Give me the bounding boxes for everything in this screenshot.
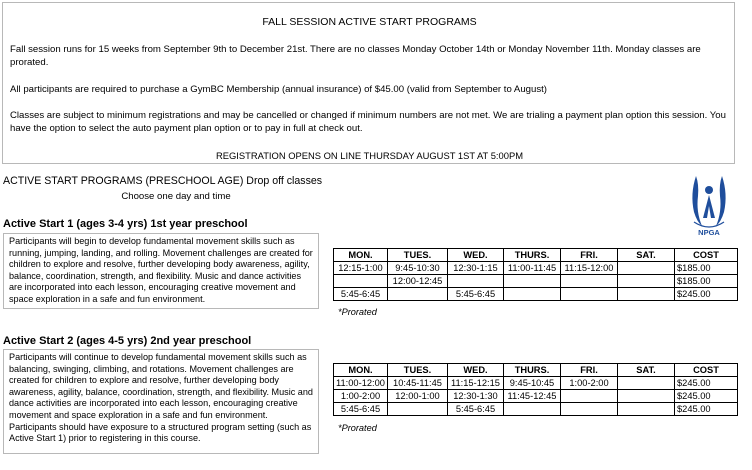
cell: 12:30-1:30 (448, 390, 504, 403)
cell: 5:45-6:45 (334, 403, 388, 416)
cost-cell: $185.00 (675, 262, 738, 275)
col-wed: WED. (448, 364, 504, 377)
col-mon: MON. (334, 249, 388, 262)
program2-schedule-table (333, 363, 738, 416)
cell (334, 275, 388, 288)
page-title: FALL SESSION ACTIVE START PROGRAMS (262, 16, 477, 28)
col-thurs: THURS. (504, 364, 561, 377)
cell (561, 390, 618, 403)
program1-title: Active Start 1 (ages 3-4 yrs) 1st year preschool (3, 218, 248, 230)
cost-cell: $245.00 (675, 377, 738, 390)
program1-description: Participants will begin to develop fundamental movement skills such as running, jumping, landing, and rolling. Movement challenges are created for children to explore and resolve, further developing body awareness, agility, balance, coordination, strength, and flexibility. Music and dance activities are incorporated into each lesson, encouraging creative movement and space exploration in a safe and fun environment. (3, 233, 319, 309)
cell: 5:45-6:45 (448, 403, 504, 416)
cost-cell: $245.00 (675, 390, 738, 403)
cell (618, 275, 675, 288)
cell: 5:45-6:45 (448, 288, 504, 301)
cell: 11:00-12:00 (334, 377, 388, 390)
table-header-row (334, 364, 738, 377)
cell: 9:45-10:45 (504, 377, 561, 390)
program2-description: Participants will continue to develop fundamental movement skills such as balancing, swinging, climbing, and rotations. Movement challenges are created for children to explore and resolve, further developing body awareness, agility, balance, coordination, strength, and flexibility. Music and dance activities are incorporated into each lesson, encouraging creative movement and space exploration in a safe and fun environment. Participants should have exposure to a structured program setting (such as Active Start 1) prior to registering in this course. (3, 349, 319, 454)
section-subheading: Choose one day and time (121, 191, 231, 202)
table-row (334, 275, 738, 288)
cell (504, 288, 561, 301)
col-cost: COST (675, 249, 738, 262)
logo-text: NPGA (698, 228, 720, 237)
cell (504, 403, 561, 416)
table-row (334, 288, 738, 301)
cell: 11:00-11:45 (504, 262, 561, 275)
cell: 9:45-10:30 (388, 262, 448, 275)
col-fri: FRI. (561, 364, 618, 377)
membership-paragraph: All participants are required to purchase a GymBC Membership (annual insurance) of $45.00 (valid from September to August) (10, 84, 547, 95)
cell (448, 275, 504, 288)
table-row (334, 377, 738, 390)
cell (388, 403, 448, 416)
cell: 5:45-6:45 (334, 288, 388, 301)
section-heading: ACTIVE START PROGRAMS (PRESCHOOL AGE) Drop off classes (3, 175, 323, 187)
cost-cell: $185.00 (675, 275, 738, 288)
cell: 12:30-1:15 (448, 262, 504, 275)
cell (618, 403, 675, 416)
session-dates-paragraph: Fall session runs for 15 weeks from September 9th to December 21st. There are no classes Monday October 14th or Monday November 11th. Monday classes are prorated. (10, 44, 701, 68)
col-thurs: THURS. (504, 249, 561, 262)
col-mon: MON. (334, 364, 388, 377)
table-header-row (334, 249, 738, 262)
cell: 10:45-11:45 (388, 377, 448, 390)
cell (618, 288, 675, 301)
cell (618, 390, 675, 403)
cell (561, 288, 618, 301)
table-row (334, 403, 738, 416)
registration-notice: REGISTRATION OPENS ON LINE THURSDAY AUGUST 1ST AT 5:00PM (215, 150, 524, 161)
col-fri: FRI. (561, 249, 618, 262)
col-tues: TUES. (388, 364, 448, 377)
cost-cell: $245.00 (675, 288, 738, 301)
program1-schedule-table (333, 248, 738, 301)
cell (561, 403, 618, 416)
cell: 12:00-1:00 (388, 390, 448, 403)
npga-logo (688, 172, 730, 238)
col-cost: COST (675, 364, 738, 377)
program2-title: Active Start 2 (ages 4-5 yrs) 2nd year preschool (3, 335, 252, 347)
cell: 1:00-2:00 (334, 390, 388, 403)
session-info-box (2, 2, 735, 164)
col-sat: SAT. (618, 364, 675, 377)
registration-rules-paragraph: Classes are subject to minimum registrations and may be cancelled or changed if minimum numbers are not met. We are trialing a payment plan option this session. You have the option to select the auto payment plan option or to pay in full at check out. (10, 110, 726, 134)
cell: 12:00-12:45 (388, 275, 448, 288)
program2-prorated-note: *Prorated (338, 423, 377, 433)
table-row (334, 262, 738, 275)
cell: 11:15-12:00 (561, 262, 618, 275)
col-wed: WED. (448, 249, 504, 262)
cell (561, 275, 618, 288)
program1-prorated-note: *Prorated (338, 307, 377, 317)
cell: 11:45-12:45 (504, 390, 561, 403)
table-row (334, 390, 738, 403)
cell: 1:00-2:00 (561, 377, 618, 390)
cell (618, 262, 675, 275)
cell: 11:15-12:15 (448, 377, 504, 390)
cell (618, 377, 675, 390)
cell: 12:15-1:00 (334, 262, 388, 275)
col-sat: SAT. (618, 249, 675, 262)
col-tues: TUES. (388, 249, 448, 262)
cell (504, 275, 561, 288)
cell (388, 288, 448, 301)
cost-cell: $245.00 (675, 403, 738, 416)
